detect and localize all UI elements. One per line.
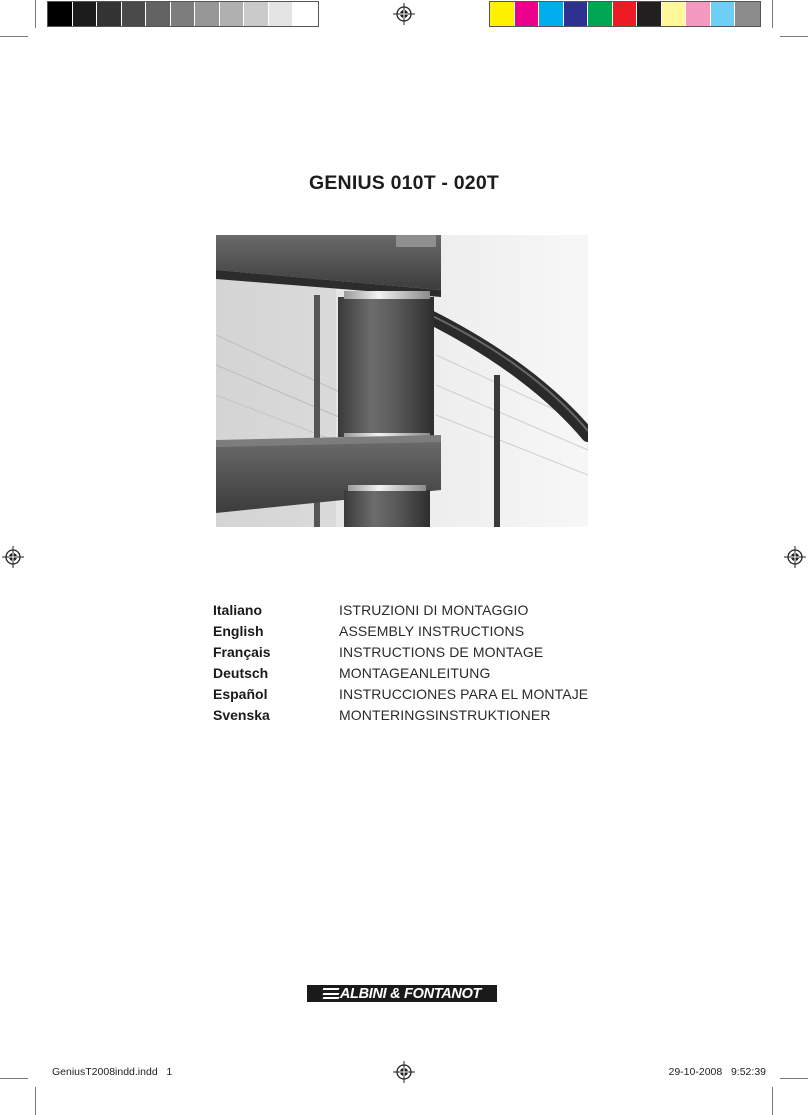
gray-swatch — [220, 2, 245, 26]
footer-timestamp: 29-10-2008 9:52:39 — [668, 1066, 766, 1078]
process-color-bar — [489, 1, 761, 27]
gray-swatch — [171, 2, 196, 26]
gray-swatch — [195, 2, 220, 26]
language-row — [213, 662, 588, 683]
language-name: Deutsch — [213, 664, 269, 681]
gray-swatch — [48, 2, 73, 26]
instruction-title: INSTRUCTIONS DE MONTAGE — [339, 643, 544, 660]
registration-mark-top-icon — [393, 3, 415, 25]
language-name: Svenska — [213, 706, 270, 723]
color-swatch — [711, 2, 736, 26]
instruction-title: MONTERINGSINSTRUKTIONER — [339, 706, 551, 723]
crop-mark-top-left-v — [35, 0, 36, 28]
spiral-staircase-photo — [216, 235, 588, 527]
gray-swatch — [146, 2, 171, 26]
registration-mark-bottom-icon — [393, 1061, 415, 1083]
gray-swatch — [244, 2, 269, 26]
language-name: Français — [213, 643, 271, 660]
color-swatch — [613, 2, 638, 26]
color-swatch — [588, 2, 613, 26]
color-swatch — [637, 2, 662, 26]
language-name: Italiano — [213, 601, 263, 618]
crop-mark-bottom-right-v — [772, 1087, 773, 1115]
crop-mark-bottom-left-h — [0, 1078, 28, 1079]
crop-mark-top-left-h — [0, 36, 28, 37]
color-swatch — [539, 2, 564, 26]
color-swatch — [515, 2, 540, 26]
language-row — [213, 620, 588, 641]
language-row — [213, 683, 588, 704]
registration-mark-left-icon — [2, 546, 24, 568]
registration-mark-right-icon — [784, 546, 806, 568]
footer-file-name: GeniusT2008indd.indd 1 — [52, 1066, 173, 1078]
color-swatch — [686, 2, 711, 26]
language-row — [213, 599, 588, 620]
language-name: English — [213, 622, 264, 639]
gray-swatch — [269, 2, 294, 26]
language-list — [213, 599, 588, 725]
language-row — [213, 641, 588, 662]
color-swatch — [490, 2, 515, 26]
language-name: Español — [213, 685, 268, 702]
albini-fontanot-logo — [307, 985, 497, 1002]
color-swatch — [662, 2, 687, 26]
instruction-title: ISTRUZIONI DI MONTAGGIO — [339, 601, 529, 618]
color-swatch — [564, 2, 589, 26]
logo-stripes-icon — [323, 988, 339, 999]
instruction-title: MONTAGEANLEITUNG — [339, 664, 491, 681]
instruction-title: ASSEMBLY INSTRUCTIONS — [339, 622, 525, 639]
logo-text: ALBINI & FONTANOT — [339, 985, 482, 1002]
crop-mark-bottom-right-h — [780, 1078, 808, 1079]
gray-swatch — [122, 2, 147, 26]
instruction-title: INSTRUCCIONES PARA EL MONTAJE — [339, 685, 589, 702]
crop-mark-top-right-v — [772, 0, 773, 28]
crop-mark-bottom-left-v — [35, 1087, 36, 1115]
gray-swatch — [293, 2, 318, 26]
gray-swatch — [73, 2, 98, 26]
color-swatch — [735, 2, 760, 26]
gray-swatch — [97, 2, 122, 26]
document-title: GENIUS 010T - 020T — [308, 172, 499, 194]
language-row — [213, 704, 588, 725]
crop-mark-top-right-h — [780, 36, 808, 37]
grayscale-color-bar — [47, 1, 319, 27]
